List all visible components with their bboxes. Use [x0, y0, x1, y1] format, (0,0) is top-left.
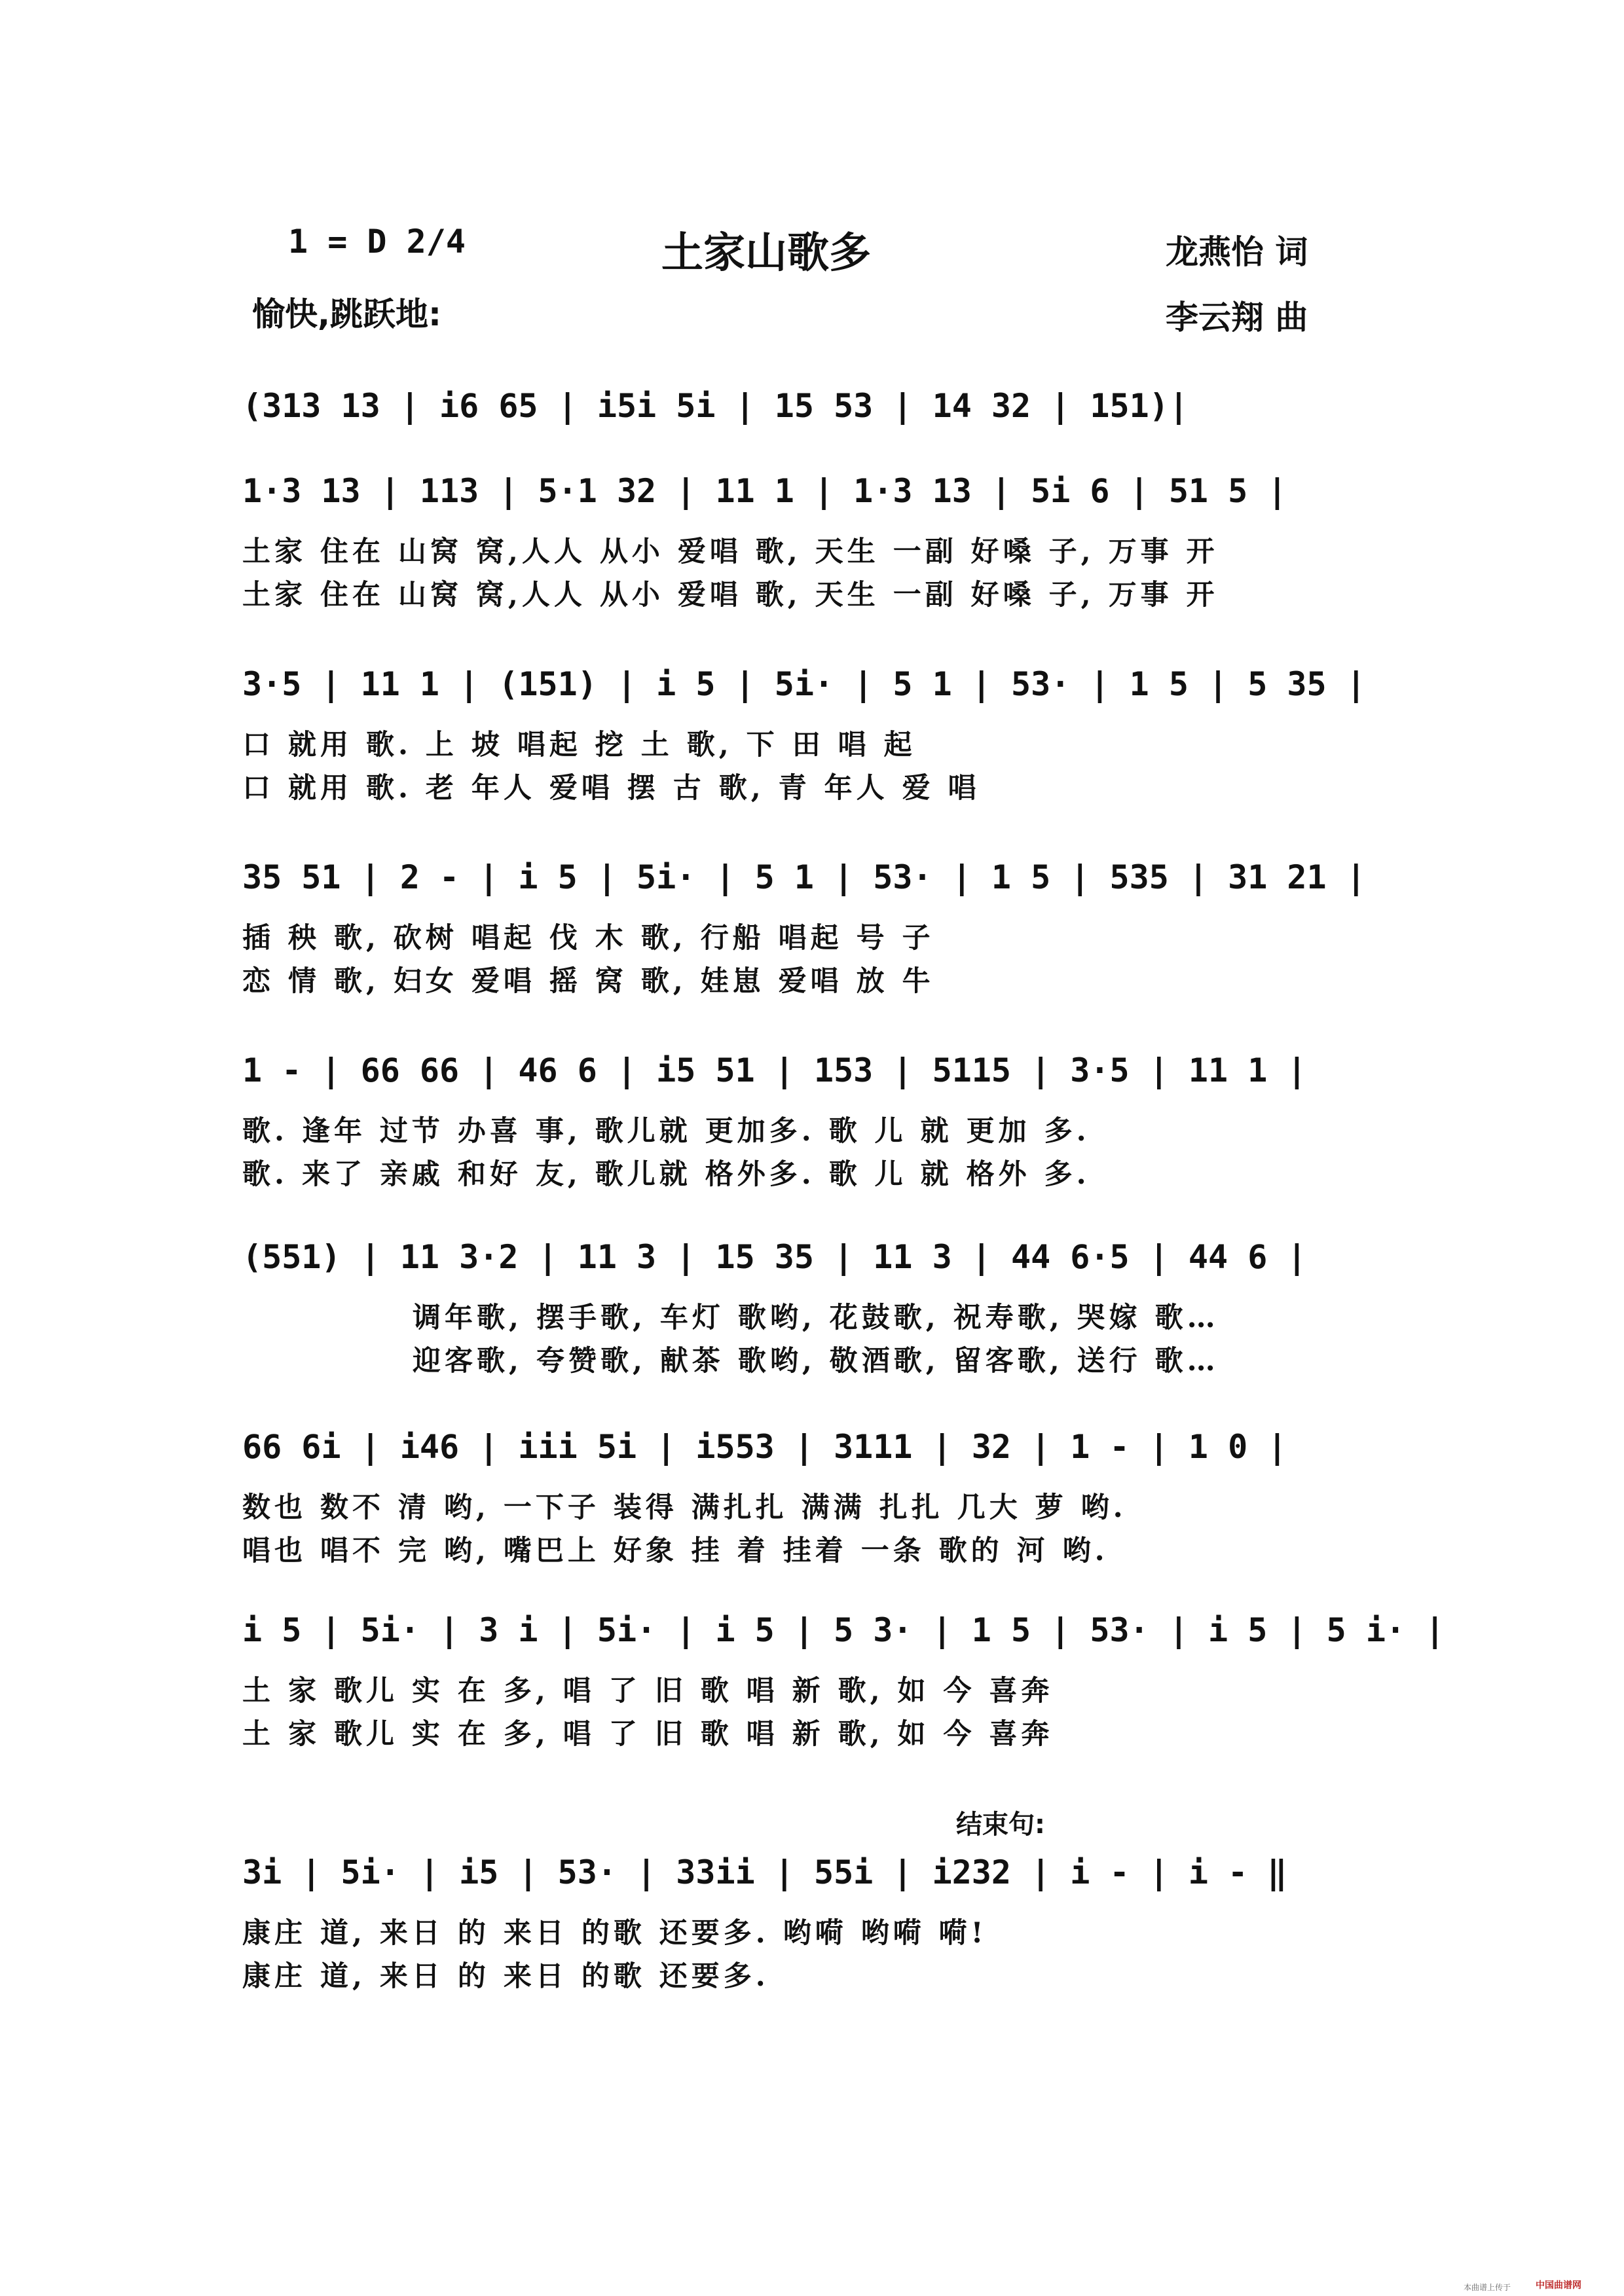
lyrics-verse-2: 土 家 歌儿 实 在 多, 唱 了 旧 歌 唱 新 歌, 如 今 喜奔 — [242, 1718, 1054, 1751]
notation-line: i 5 | 5i· | 3 i | 5i· | i 5 | 5 3· | 1 5 | 53· | i 5 | 5 i· | — [242, 1611, 1445, 1649]
notation-line: 1 - | 66 66 | 46 6 | i5 51 | 153 | 5115 | 3·5 | 11 1 | — [242, 1051, 1307, 1089]
lyrics-verse-1: 口 就用 歌. 上 坡 唱起 挖 土 歌, 下 田 唱 起 — [242, 729, 916, 761]
score-system-4 — [242, 838, 1385, 1003]
lyrics-verse-1: 康庄 道, 来日 的 来日 的歌 还要多. 哟嗬 哟嗬 嗬! — [242, 1917, 987, 1950]
tempo-marking: 愉快,跳跃地: — [252, 295, 441, 333]
score-system-5 — [242, 1031, 1385, 1196]
notation-line: 3i | 5i· | i5 | 53· | 33ii | 55i | i232 | i - | i - ‖ — [242, 1853, 1287, 1891]
song-title: 土家山歌多 — [661, 229, 871, 278]
lyrics-verse-2: 康庄 道, 来日 的 来日 的歌 还要多. — [242, 1960, 769, 1993]
lyrics-verse-2: 口 就用 歌. 老 年人 爱唱 摆 古 歌, 青 年人 爱 唱 — [242, 772, 980, 805]
site-logo: 中国曲谱网 — [1536, 2280, 1581, 2291]
lyrics-verse-2: 唱也 唱不 完 哟, 嘴巴上 好象 挂 着 挂着 一条 歌的 河 哟. — [242, 1535, 1109, 1567]
lyrics-verse-1: 调年歌, 摆手歌, 车灯 歌哟, 花鼓歌, 祝寿歌, 哭嫁 歌… — [413, 1302, 1219, 1334]
score-system-9 — [242, 1833, 1385, 1998]
notation-line: 66 6i | i46 | iii 5i | i553 | 3111 | 32 | 1 - | 1 0 | — [242, 1428, 1287, 1466]
lyrics-verse-1: 数也 数不 清 哟, 一下子 装得 满扎扎 满满 扎扎 几大 萝 哟. — [242, 1491, 1127, 1524]
lyrics-verse-1: 插 秧 歌, 砍树 唱起 伐 木 歌, 行船 唱起 号 子 — [242, 922, 934, 955]
ending-label: 结束句: — [956, 1810, 1045, 1840]
lyrics-verse-1: 土家 住在 山窝 窝,人人 从小 爱唱 歌, 天生 一副 好嗓 子, 万事 开 — [242, 536, 1219, 568]
lyrics-verse-1: 歌. 逢年 过节 办喜 事, 歌儿就 更加多. 歌 儿 就 更加 多. — [242, 1115, 1090, 1148]
notation-line: 1·3 13 | 113 | 5·1 32 | 11 1 | 1·3 13 | 5i 6 | 51 5 | — [242, 472, 1287, 510]
score-system-8 — [242, 1591, 1445, 1756]
lyrics-verse-2: 恋 情 歌, 妇女 爱唱 摇 窝 歌, 娃崽 爱唱 放 牛 — [242, 965, 934, 998]
upload-note: 本曲谱上传于 — [1464, 2283, 1511, 2292]
score-system-6 — [242, 1218, 1385, 1383]
notation-line: (551) | 11 3·2 | 11 3 | 15 35 | 11 3 | 44 6·5 | 44 6 | — [242, 1238, 1307, 1276]
score-system-7 — [242, 1408, 1385, 1573]
notation-line: 3·5 | 11 1 | (151) | i 5 | 5i· | 5 1 | 53· | 1 5 | 5 35 | — [242, 665, 1366, 703]
lyrics-verse-2: 土家 住在 山窝 窝,人人 从小 爱唱 歌, 天生 一副 好嗓 子, 万事 开 — [242, 579, 1219, 611]
key-signature: 1 = D 2/4 — [288, 223, 466, 261]
lyrics-verse-1: 土 家 歌儿 实 在 多, 唱 了 旧 歌 唱 新 歌, 如 今 喜奔 — [242, 1675, 1054, 1707]
lyricist-credit: 龙燕怡 词 — [1166, 233, 1308, 271]
notation-line: (313 13 | i6 65 | i5i 5i | 15 53 | 14 32 | 151)| — [242, 387, 1189, 425]
composer-credit: 李云翔 曲 — [1166, 299, 1308, 337]
lyrics-verse-2: 迎客歌, 夸赞歌, 献茶 歌哟, 敬酒歌, 留客歌, 送行 歌… — [413, 1345, 1219, 1377]
score-system-2 — [242, 452, 1385, 617]
lyrics-verse-2: 歌. 来了 亲戚 和好 友, 歌儿就 格外多. 歌 儿 就 格外 多. — [242, 1158, 1090, 1191]
score-system-3 — [242, 645, 1385, 810]
score-system-1 — [242, 367, 1385, 445]
notation-line: 35 51 | 2 - | i 5 | 5i· | 5 1 | 53· | 1 5 | 535 | 31 21 | — [242, 858, 1366, 896]
